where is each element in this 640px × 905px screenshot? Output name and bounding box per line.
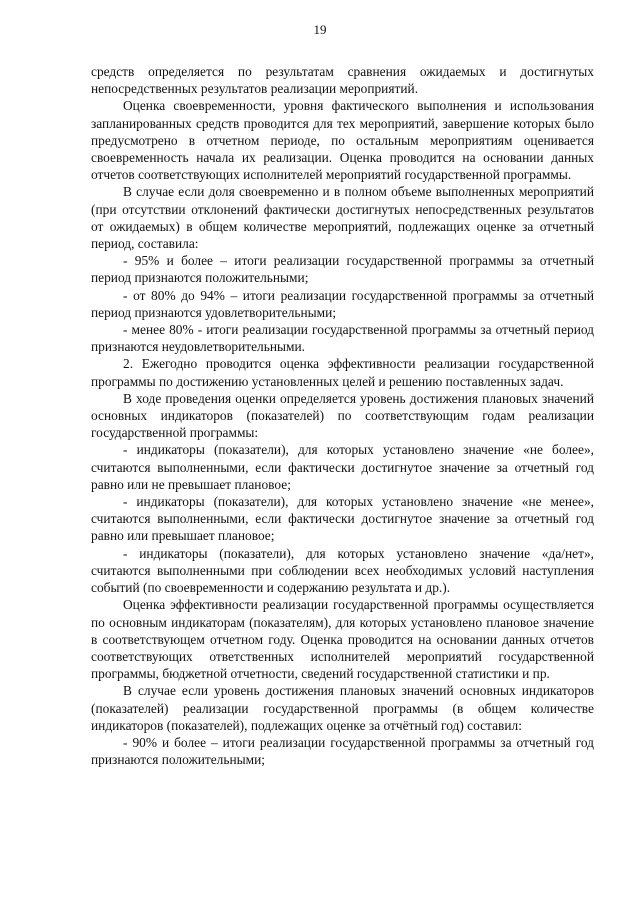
paragraph: - 90% и более – итоги реализации государственной программы за отчетный год признаются положительными; [91, 734, 594, 768]
paragraph: - 95% и более – итоги реализации государственной программы за отчетный период признаются положительными; [91, 253, 594, 286]
paragraph: - от 80% до 94% – итоги реализации государственной программы за отчетный период признаются удовлетворительными; [91, 287, 594, 320]
paragraph: средств определяется по результатам сравнения ожидаемых и достигнутых непосредственных результатов реализации мероприятий. [91, 64, 594, 97]
paragraph: - индикаторы (показатели), для которых установлено значение «не менее», считаются выполненными, если фактически достигнутое значение за отчетный год равно или превышает плановое; [91, 494, 594, 544]
paragraph: 2. Ежегодно проводится оценка эффективности реализации государственной программы по достижению установленных целей и решению поставленных задач. [91, 356, 594, 389]
paragraph: В случае если доля своевременно и в полном объеме выполненных мероприятий (при отсутствии отклонений фактически достигнутых непосредственных результатов от ожидаемых) в общем количестве мероприятий, подлежащих оценке за отчетный период, составила: [91, 184, 594, 252]
paragraph: - менее 80% - итоги реализации государственной программы за отчетный период признаются неудовлетворительными. [91, 322, 594, 355]
paragraph: В ходе проведения оценки определяется уровень достижения плановых значений основных индикаторов (показателей) по соответствующим годам реализации государственной программы: [91, 390, 594, 441]
page-number: 19 [313, 22, 327, 37]
paragraph: Оценка эффективности реализации государственной программы осуществляется по основным индикаторам (показателям), для которых установлено плановое значение в соответствующем отчетном году. Оценка проводится на основании данных отчетов соответствующих ответственных исполнителей мероприятий государственной программы, бюджетной отчетности, сведений государственной статистики и пр. [91, 597, 594, 682]
body-text [91, 63, 594, 768]
paragraph: Оценка своевременности, уровня фактического выполнения и использования запланированных средств проводится для тех мероприятий, завершение которых было предусмотрено в отчетном периоде, по остальным мероприятиям оценивается своевременность начала их реализации. Оценка проводится на основании данных отчетов соответствующих исполнителей мероприятий государственной программы. [91, 98, 594, 183]
paragraph: - индикаторы (показатели), для которых установлено значение «да/нет», считаются выполненными при соблюдении всех необходимых условий наступления событий (по своевременности и содержанию результата и др.). [91, 545, 594, 596]
paragraph: - индикаторы (показатели), для которых установлено значение «не более», считаются выполненными, если фактически достигнутое значение за отчетный год равно или не превышает плановое; [91, 442, 594, 492]
paragraph: В случае если уровень достижения плановых значений основных индикаторов (показателей) реализации государственной программы (в общем количестве индикаторов (показателей), подлежащих оценке за отчётный год) составил: [91, 683, 594, 733]
